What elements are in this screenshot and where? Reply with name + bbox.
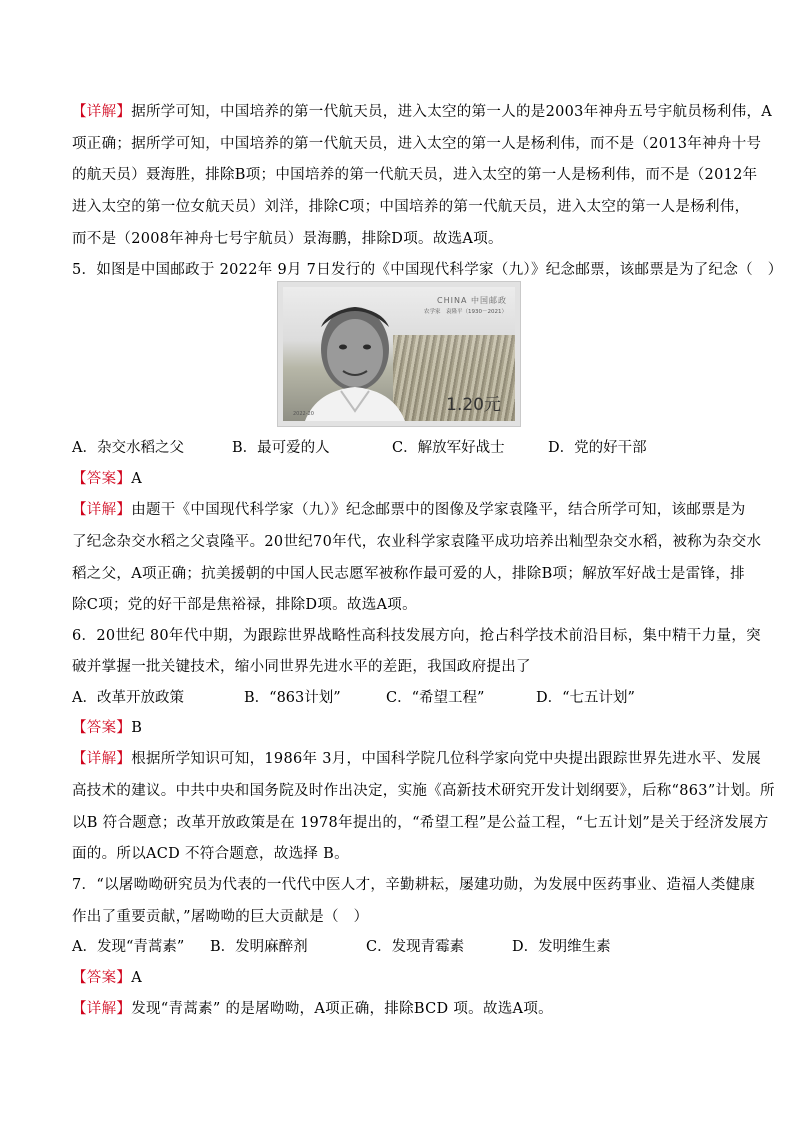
q7-stem-line-2: 作出了重要贡献，”屠呦呦的巨大贡献是（ ） [72, 909, 369, 925]
q5-option-c: C．解放军好战士 [392, 440, 505, 456]
q6-option-d: D．“七五计划” [536, 690, 635, 706]
answer-tag: 【答案】 [72, 720, 132, 736]
q7-option-a: A．发现“青蒿素” [72, 939, 185, 955]
q6-option-c: C．“希望工程” [386, 690, 485, 706]
q4-detail-line-1 [72, 100, 772, 121]
q5-detail-line-1 [72, 498, 746, 519]
text: 根据所学知识可知，1986年 3月，中国科学院几位科学家向党中央提出跟踪世界先进水平、发展 [131, 751, 761, 767]
answer-tag: 【答案】 [72, 970, 132, 986]
detail-tag: 【详解】 [72, 1001, 132, 1017]
answer-value: A [131, 471, 142, 487]
stamp-subtitle: 农学家 袁隆平（1930－2021） [424, 309, 507, 315]
text: 据所学可知，中国培养的第一代航天员，进入太空的第一人的是2003年神舟五号宇航员杨利伟，A [131, 104, 773, 120]
q6-detail-line-1 [72, 747, 761, 768]
q4-detail-line-5: 而不是（2008年神舟七号宇航员）景海鹏，排除D项。故选A项。 [72, 231, 503, 247]
q7-stem-line-1: 7．“以屠呦呦研究员为代表的一代代中医人才，辛勤耕耘，屡建功勋，为发展中医药事业、造福人类健康 [72, 877, 756, 893]
q7-answer [72, 966, 142, 987]
q6-stem-line-2: 破并掌握一批关键技术，缩小同世界先进水平的差距，我国政府提出了 [72, 659, 531, 675]
q5-detail-line-3: 稻之父，A项正确；抗美援朝的中国人民志愿军被称作最可爱的人，排除B项；解放军好战士是雷锋，排 [72, 566, 745, 582]
detail-tag: 【详解】 [72, 104, 132, 120]
q6-detail-line-3: 以B 符合题意；改革开放政策是在 1978年提出的，“希望工程”是公益工程，“七五计划”是关于经济发展方 [72, 815, 769, 831]
q5-detail-line-2: 了纪念杂交水稻之父袁隆平。20世纪70年代，农业科学家袁隆平成功培养出籼型杂交水稻，被称为杂交水 [72, 534, 762, 550]
text: 发现“青蒿素” 的是屠呦呦，A项正确，排除BCD 项。故选A项。 [131, 1001, 553, 1017]
q5-answer [72, 467, 142, 488]
q7-detail-line-1 [72, 997, 553, 1018]
q5-option-d: D．党的好干部 [548, 440, 647, 456]
detail-tag: 【详解】 [72, 751, 132, 767]
q6-stem-line-1: 6．20世纪 80年代中期，为跟踪世界战略性高科技发展方向，抢占科学技术前沿目标，集中精干力量，突 [72, 628, 761, 644]
q5-detail-line-4: 除C项；党的好干部是焦裕禄，排除D项。故选A项。 [72, 597, 417, 613]
answer-value: A [131, 970, 142, 986]
q5-option-b: B．最可爱的人 [232, 440, 330, 456]
answer-tag: 【答案】 [72, 471, 132, 487]
q7-option-d: D．发明维生素 [512, 939, 611, 955]
text: 由题干《中国现代科学家（九）》纪念邮票中的图像及学家袁隆平，结合所学可知，该邮票是为 [131, 502, 746, 518]
stamp-issuer-label: CHINA 中国邮政 [437, 296, 507, 305]
stamp-artwork [283, 287, 515, 421]
q6-option-a: A．改革开放政策 [72, 690, 184, 706]
q7-option-c: C．发现青霉素 [366, 939, 465, 955]
stamp-code: 2022-20 [293, 411, 314, 417]
q4-detail-line-2: 项正确；据所学可知，中国培养的第一代航天员，进入太空的第一人是杨利伟，而不是（2013年神舟十号 [72, 136, 762, 152]
q6-detail-line-4: 面的。所以ACD 不符合题意，故选择 B。 [72, 846, 349, 862]
answer-value: B [131, 720, 143, 736]
portrait-illustration [283, 287, 433, 421]
q5-option-a: A．杂交水稻之父 [72, 440, 184, 456]
q6-answer [72, 716, 142, 737]
q4-detail-line-4: 进入太空的第一位女航天员）刘洋，排除C项；中国培养的第一代航天员，进入太空的第一人是杨利伟， [72, 199, 750, 215]
q6-option-b: B．“863计划” [244, 690, 341, 706]
q5-stem: 5．如图是中国邮政于 2022年 9月 7日发行的《中国现代科学家（九）》纪念邮票，该邮票是为了纪念（ ） [72, 262, 783, 278]
stamp-face-value: 1.20元 [446, 395, 501, 415]
q4-detail-line-3: 的航天员）聂海胜，排除B项；中国培养的第一代航天员，进入太空的第一人是杨利伟，而不是（2012年 [72, 167, 758, 183]
q7-option-b: B．发明麻醉剂 [210, 939, 308, 955]
detail-tag: 【详解】 [72, 502, 132, 518]
q6-detail-line-2: 高技术的建议。中共中央和国务院及时作出决定，实施《高新技术研究开发计划纲要》，后称“863”计划。所 [72, 783, 775, 799]
yuan-longping-stamp-image [278, 282, 520, 426]
